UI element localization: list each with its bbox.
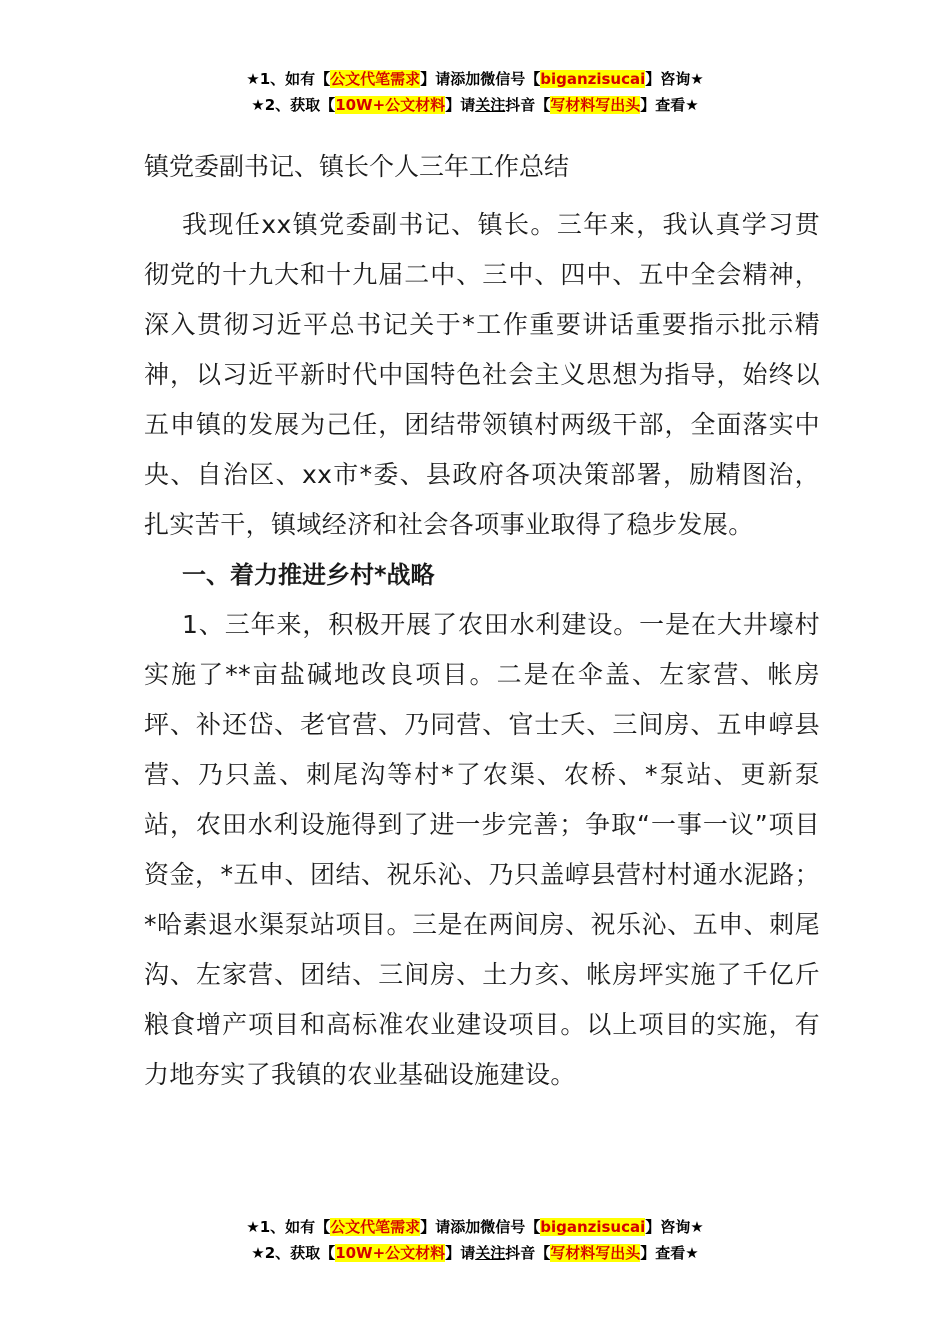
- highlight-douyin-id: 写材料写出头: [550, 1244, 641, 1262]
- highlight-wechat-id: biganzisucai: [540, 1218, 646, 1236]
- highlight-wechat-id: biganzisucai: [540, 70, 646, 88]
- banner-line-1: ★1、如有【公文代笔需求】请添加微信号【biganzisucai】咨询★: [246, 70, 704, 88]
- intro-paragraph: 我现任xx镇党委副书记、镇长。三年来，我认真学习贯彻党的十九大和十九届二中、三中、四中、五中全会精神，深入贯彻习近平总书记关于*工作重要讲话重要指示批示精神，以习近平新时代中国特色社会主义思想为指导，始终以五申镇的发展为己任，团结带领镇村两级干部，全面落实中央、自治区、xx市*委、县政府各项决策部署，励精图治，扎实苦干，镇域经济和社会各项事业取得了稳步发展。: [144, 210, 820, 539]
- highlight-materials: 10W+公文材料: [335, 96, 446, 114]
- banner-line-2: ★2、获取【10W+公文材料】请关注抖音【写材料写出头】查看★: [251, 96, 699, 114]
- bottom-banner: [0, 1214, 950, 1266]
- banner-line-2: ★2、获取【10W+公文材料】请关注抖音【写材料写出头】查看★: [251, 1244, 699, 1262]
- document-body: [144, 142, 820, 1100]
- top-banner: [0, 66, 950, 118]
- document-title: 镇党委副书记、镇长个人三年工作总结: [144, 152, 570, 181]
- highlight-douyin-id: 写材料写出头: [550, 96, 641, 114]
- highlight-materials: 10W+公文材料: [335, 1244, 446, 1262]
- highlight-service: 公文代笔需求: [330, 70, 421, 88]
- section-paragraph: 1、三年来，积极开展了农田水利建设。一是在大井壕村实施了**亩盐碱地改良项目。二是在伞盖、左家营、帐房坪、补还岱、老官营、乃同营、官士夭、三间房、五申崞县营、乃只盖、刺尾沟等村*了农渠、农桥、*泵站、更新泵站，农田水利设施得到了进一步完善；争取“一事一议”项目资金，*五申、团结、祝乐沁、乃只盖崞县营村村通水泥路；*哈素退水渠泵站项目。三是在两间房、祝乐沁、五申、刺尾沟、左家营、团结、三间房、土力亥、帐房坪实施了千亿斤粮食增产项目和高标准农业建设项目。以上项目的实施，有力地夯实了我镇的农业基础设施建设。: [144, 610, 820, 1089]
- underline-follow: 关注: [475, 1244, 506, 1262]
- banner-line-1: ★1、如有【公文代笔需求】请添加微信号【biganzisucai】咨询★: [246, 1218, 704, 1236]
- underline-follow: 关注: [475, 96, 506, 114]
- highlight-service: 公文代笔需求: [330, 1218, 421, 1236]
- section-heading: 一、着力推进乡村*战略: [182, 561, 435, 589]
